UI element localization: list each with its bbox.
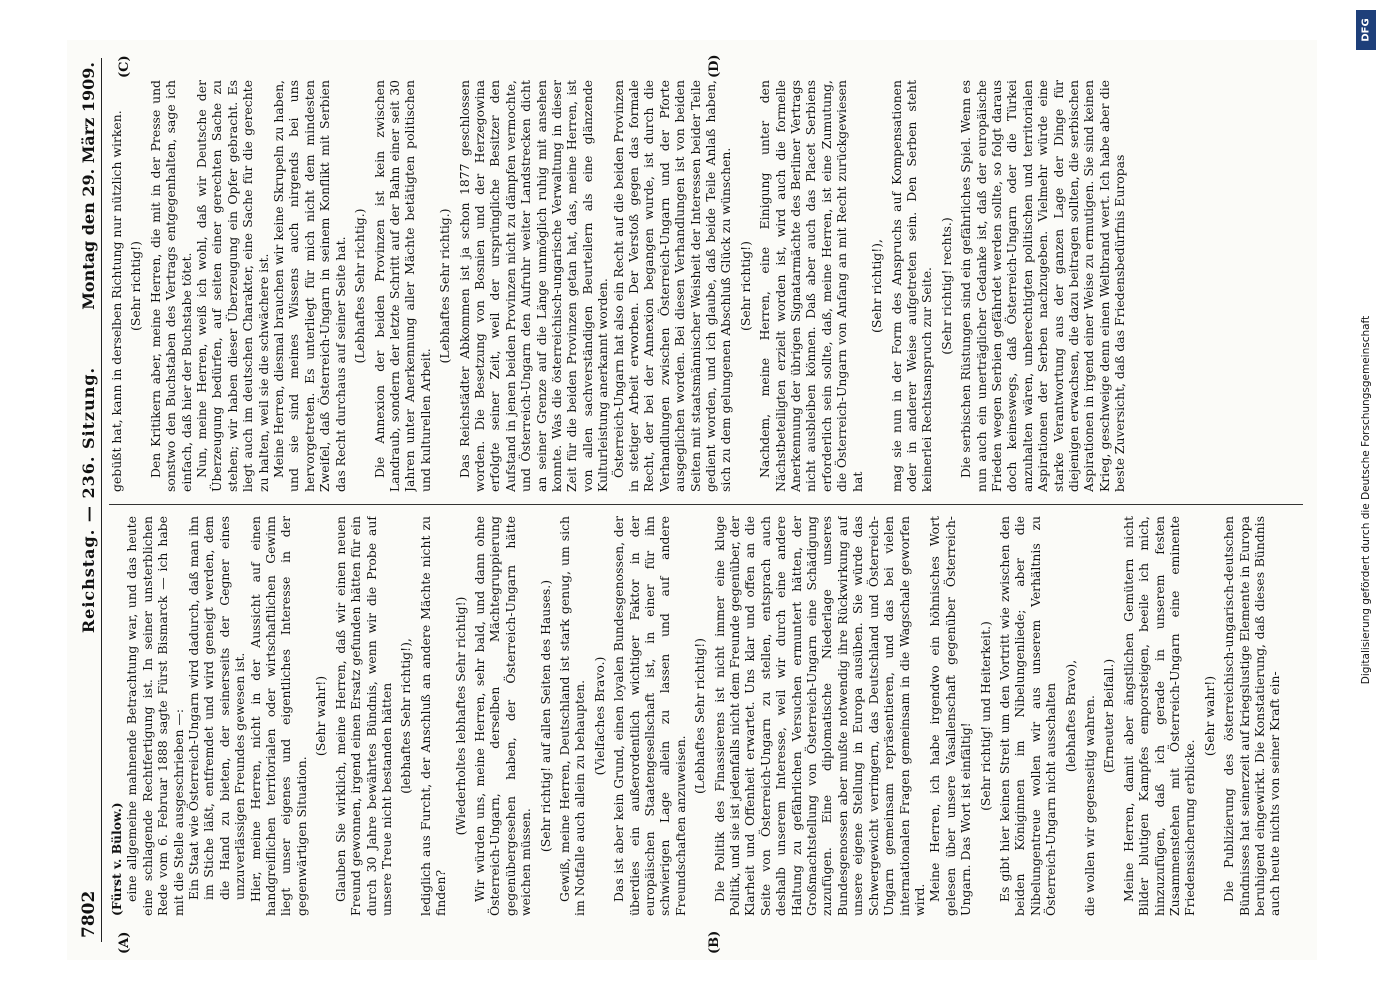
paragraph: Das Reichstädter Abkommen ist ja schon 1877 geschlossen worden. Die Besetzung von Bosnien und der Herzegowina erfolgte seiner Zeit, weil der ursprüngliche Besitzer den Aufstand in jenen beiden Provinzen nicht zu dämpfen vermochte, und Österreich-Ungarn den Aufruhr weiter Landstrecken dicht an seiner Grenze auf die Länge unmöglich ruhig mit ansehen konnte. Was die österreichisch-ungarische Verwaltung in dieser Zeit für die beiden Provinzen getan hat, das, meine Herren, ist von allen sachverständigen Beurteilern als eine glänzende Kulturleistung anerkannt worden. bbox=[456, 80, 610, 492]
interjection: (Sehr wahr!) bbox=[1201, 675, 1217, 757]
paragraph: Nun, meine Herren, weiß ich wohl, daß wir Deutsche der Überzeugung bedürfen, auf seiten einer gerechten Sache zu stehen; wir haben dieser Überzeugung ein Opfer gebracht. Es liegt auch im deutschen Charakter, eine Sache für die gerechte zu halten, weil sie die schwächere ist. bbox=[193, 80, 271, 492]
interjection: (Sehr wahr!) bbox=[312, 675, 328, 757]
interjection: (lebhaftes Bravo), bbox=[1062, 659, 1078, 773]
interjection: (Sehr richtig!) bbox=[127, 241, 143, 331]
paragraph: mag sie nun in der Form des Anspruchs auf Kompensationen oder in anderer Weise aufgetreten sein. Den Serben steht keinerlei Rechtsanspruch zur Seite. bbox=[888, 80, 934, 492]
interjection: (Vielfaches Bravo.) bbox=[591, 656, 607, 776]
paragraph: gebüßt hat, kann in derselben Richtung nur nützlich wirken. bbox=[108, 110, 124, 492]
paragraph: Das ist aber kein Grund, einen loyalen Bundesgenossen, der überdies ein außerordentlich wichtiger Faktor in der europäischen Staatengesellschaft ist, in einer für ihn schwierigen Lage allein zu lassen und auf andere Freundschaften anzuweisen. bbox=[610, 516, 688, 916]
right-text-column bbox=[109, 80, 1307, 492]
digitization-credit bbox=[1355, 8, 1377, 992]
left-text-column bbox=[109, 516, 1307, 916]
margin-mark-c: (C) bbox=[116, 55, 132, 78]
interjection: (Lebhaftes Sehr richtig.) bbox=[436, 208, 452, 364]
margin-mark-b: (B) bbox=[706, 930, 722, 954]
paragraph: Wir würden uns, meine Herren, sehr bald, und dann ohne Österreich-Ungarn, derselben Mächtegruppierung gegenübergesehen haben, der Österreich-Ungarn hätte weichen müssen. bbox=[471, 516, 533, 916]
paragraph: Glauben Sie wirklich, meine Herren, daß wir einen neuen Freund gewonnen, irgend einen Ersatz gefunden hätten für ein durch 30 Jahre bewährtes Bündnis, wenn wir die Probe auf unsere Treue nicht bestanden hätten bbox=[332, 516, 394, 916]
paragraph: Meine Herren, ich habe irgendwo ein höhnisches Wort gelesen über unsere Vasallenschaft gegenüber Österreich-Ungarn. Das Wort ist einfältig! bbox=[926, 516, 973, 916]
paragraph: Die Publizierung des österreichisch-ungarisch-deutschen Bündnisses hat seinerzeit auf kriegslustige Elemente in Europa beruhigend eingewirkt. Die Konstatierung, daß dieses Bündnis auch heute nichts von seiner Kraft ein- bbox=[1220, 516, 1282, 916]
page-number: 7802 bbox=[78, 890, 99, 938]
interjection: (Erneuter Beifall.) bbox=[1100, 658, 1116, 774]
paragraph: Meine Herren, damit aber ängstlichen Gemütern nicht Bilder blutigen Kampfes emporsteigen, beeile ich mich, hinzuzufügen, daß ich gerade in unserem festen Zusammenstehen mit Österreich-Ungarn eine eminente Friedenssicherung erblicke. bbox=[1120, 516, 1197, 916]
interjection: (Sehr richtig!), bbox=[868, 239, 884, 333]
credit-text: Digitalisierung gefördert durch die Deutsche Forschungsgemeinschaft bbox=[1360, 315, 1372, 685]
margin-mark-a: (A) bbox=[116, 931, 132, 954]
interjection: (lebhaftes Sehr richtig!), bbox=[397, 638, 413, 794]
quotation: Ein Staat wie Österreich-Ungarn wird dadurch, daß man ihn im Stiche läßt, entfremdet und wird geneigt werden, dem die Hand zu bieten, der seinerseits der Gegner eines unzuverlässigen Freundes gewesen ist. bbox=[185, 516, 247, 900]
paragraph: Die serbischen Rüstungen sind ein gefährliches Spiel. Wenn es nun auch ein unerträglicher Gedanke ist, daß der europäische Frieden wegen Serbien gefährdet werden sollte, so folgt daraus doch keineswegs, daß Österreich-Ungarn oder die Türkei anzuhalten wären, unberechtigten politischen und territorialen Aspirationen der Serben nachzugeben. Vielmehr würde eine starke Verantwortung aus der ganzen Lage der Dinge für diejenigen erwachsen, die dazu beitragen sollten, die serbischen Aspirationen in irgend einer Weise zu ermutigen. Sie sind keinen Krieg, geschweige denn einen Weltbrand wert. Ich habe aber die beste Zuversicht, daß das Friedensbedürfnis Europas bbox=[957, 80, 1127, 492]
dfg-logo: DFG bbox=[1356, 10, 1376, 50]
paragraph: Den Kritikern aber, meine Herren, die mit in der Presse und sonstwo den Buchstaben des Vertrags entgegenhalten, sage ich einfach, daß hier der Buchstabe tötet. bbox=[147, 80, 194, 492]
interjection: (Sehr richtig!) bbox=[737, 241, 753, 331]
paragraph: Es gibt hier keinen Streit um den Vortritt wie zwischen den beiden Königinnen im Nibelungenliede; aber die Nibelungentreue wollen wir aus unserem Verhältnis zu Österreich-Ungarn nicht ausschalten bbox=[996, 516, 1058, 916]
paragraph: die wollen wir gegenseitig wahren. bbox=[1081, 695, 1097, 916]
rotated-newspaper-page bbox=[67, 40, 1317, 960]
speaker-line: (Fürst v. Bülow.) bbox=[108, 802, 124, 916]
page-header bbox=[75, 58, 102, 942]
paragraph: lediglich aus Furcht, der Anschluß an andere Mächte nicht zu finden? bbox=[417, 516, 448, 916]
session-date: Montag den 29. März 1909. bbox=[78, 62, 98, 310]
paragraph: Meine Herren, diesmal brauchen wir keine Skrupeln zu haben, und sie sind meines Wissens auch nirgends bei uns hervorgetreten. Es unterliegt für mich nicht dem mindesten Zweifel, daß Österreich-Ungarn in seinem Konflikt mit Serbien das Recht durchaus auf seiner Seite hat. bbox=[270, 80, 348, 492]
paragraph: Hier, meine Herren, nicht in der Aussicht auf einen handgreiflichen territorialen oder wirtschaftlichen Gewinn liegt unser eigenes und eigentliches Interesse in der gegenwärtigen Situation. bbox=[247, 516, 309, 916]
interjection: (Sehr richtig! auf allen Seiten des Hauses.) bbox=[537, 579, 553, 853]
interjection: (Lebhaftes Sehr richtig.) bbox=[351, 208, 367, 364]
paragraph: Gewiß, meine Herren, Deutschland ist stark genug, um sich im Notfalle auch allein zu behaupten. bbox=[556, 516, 587, 916]
interjection: (Lebhaftes Sehr richtig!) bbox=[691, 637, 707, 795]
paragraph: Die Politik des Finassierens ist nicht immer eine kluge Politik, und sie ist jedenfalls nicht dem Freunde gegenüber, der Klarheit und Offenheit erwartet. Uns klar und offen an die Seite von Österreich-Ungarn zu stellen, entsprach auch deshalb unserem Interesse, weil wir durch eine andere Haltung zu gefährlichen Versuchen ermuntert hätten, der Großmachtstellung von Österreich-Ungarn eine Schädigung zuzufügen. Eine diplomatische Niederlage unseres Bundesgenossen aber mußte notwendig ihre Rückwirkung auf unsere eigene Stellung in Europa ausüben. Sie würde das Schwergewicht verringern, das Deutschland und Österreich-Ungarn gemeinsam repräsentieren, und das bei vielen internationalen Fragen gemeinsam in die Wagschale geworfen wird. bbox=[711, 516, 927, 916]
column-divider bbox=[109, 504, 1303, 505]
session-title: Reichstag. — 236. Sitzung. bbox=[78, 366, 98, 634]
interjection: (Wiederholtes lebhaftes Sehr richtig!) bbox=[452, 596, 468, 836]
paragraph: Nachdem, meine Herren, eine Einigung unter den Nächstbeteiligten erzielt worden ist, wird auch die formelle Anerkennung der übrigen Signatarmächte des Berliner Vertrags nicht ausbleiben können. Daß aber auch das Placet Serbiens erforderlich sein sollte, daß, meine Herren, ist eine Zumutung, die Österreich-Ungarn von Anfang an mit Recht zurückgewiesen hat bbox=[756, 80, 865, 492]
paragraph: eine allgemeine mahnende Betrachtung war, und das heute eine schlagende Rechtfertigung ist. In seiner unsterblichen Rede vom 6. Februar 1888 sagte Fürst Bismarck — ich habe mit die Stelle ausgeschrieben —: bbox=[123, 516, 186, 916]
paragraph: Die Annexion der beiden Provinzen ist kein zwischen Landraub, sondern der letzte Schritt auf der Bahn einer seit 30 Jahren unter Anerkennung aller Mächte betätigten politischen und kulturellen Arbeit. bbox=[371, 80, 433, 492]
interjection: (Sehr richtig! und Heiterkeit.) bbox=[977, 621, 993, 811]
paragraph: Österreich-Ungarn hat also ein Recht auf die beiden Provinzen in stetiger Arbeit erworben. Der Verstoß gegen das formale Recht, der bei der Annexion begangen wurde, ist durch die Verhandlungen zwischen Österreich-Ungarn und der Pforte ausgeglichen worden. Bei diesen Verhandlungen ist von beiden Seiten mit staatsmännischer Weisheit der Interessen beider Teile gedient worden, und ich glaube, daß beide Teile Anlaß haben, sich zu dem gelungenen Abschluß Glück zu wünschen. bbox=[610, 80, 733, 492]
margin-mark-d: (D) bbox=[706, 54, 722, 78]
interjection: (Sehr richtig! rechts.) bbox=[938, 217, 954, 355]
